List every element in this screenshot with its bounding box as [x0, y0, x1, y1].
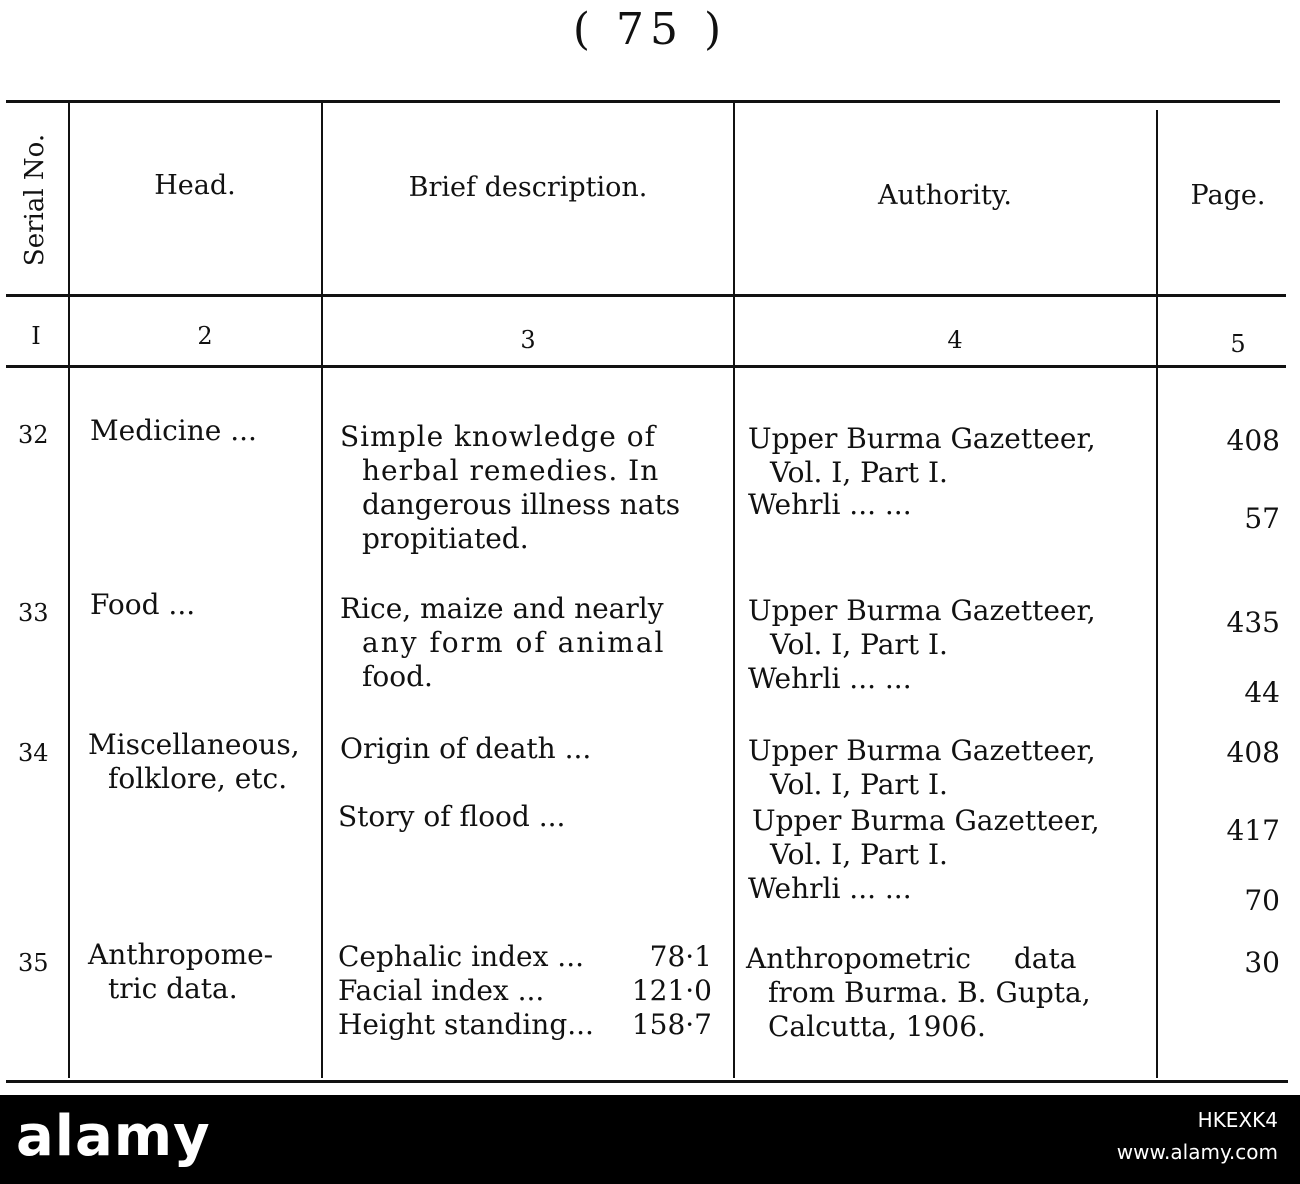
- table-row-page: 57: [1244, 502, 1280, 535]
- table-row-page: 70: [1244, 884, 1280, 917]
- column-number-rule: [6, 365, 1286, 368]
- column-divider-1: [68, 103, 70, 1078]
- table-row-description: herbal remedies. In: [362, 454, 660, 487]
- table-row-page: 408: [1226, 736, 1280, 769]
- site-url-label: www.alamy.com: [1116, 1140, 1278, 1164]
- table-row-authority: Wehrli ... ...: [748, 872, 912, 905]
- page-header: Page.: [1190, 180, 1266, 211]
- column-number-4: 4: [947, 326, 963, 354]
- page-number: ( 75 ): [572, 4, 728, 55]
- table-row-authority: Anthropometric data: [746, 942, 1077, 975]
- table-row-authority: Calcutta, 1906.: [768, 1010, 986, 1043]
- column-divider-3: [733, 103, 735, 1078]
- table-row-authority: Upper Burma Gazetteer,: [748, 422, 1096, 455]
- column-number-3: 3: [520, 326, 536, 354]
- table-row-authority: Wehrli ... ...: [748, 488, 912, 521]
- table-row-head: tric data.: [108, 972, 238, 1005]
- column-number-5: 5: [1230, 330, 1246, 358]
- column-number-2: 2: [197, 322, 213, 350]
- bottom-rule: [6, 1080, 1288, 1083]
- table-row-page: 44: [1244, 676, 1280, 709]
- table-row-authority: Vol. I, Part I.: [770, 768, 948, 801]
- table-row-authority: Vol. I, Part I.: [770, 628, 948, 661]
- table-row-authority: Upper Burma Gazetteer,: [748, 734, 1096, 767]
- table-row-description: Story of flood ...: [338, 800, 566, 833]
- header-rule: [6, 294, 1286, 297]
- table-row-description: Facial index ...: [338, 974, 545, 1007]
- table-row-description: food.: [362, 660, 433, 693]
- table-row-authority: Vol. I, Part I.: [770, 838, 948, 871]
- table-row-page: 30: [1244, 946, 1280, 979]
- description-header: Brief description.: [408, 172, 648, 203]
- table-row-value: 121·0: [631, 974, 712, 1007]
- table-row-head: Medicine ...: [90, 414, 257, 447]
- table-row-head: Anthropome-: [88, 938, 274, 971]
- table-row-serial: 35: [18, 949, 49, 977]
- table-row-description: any form of animal: [362, 626, 666, 659]
- table-row-authority: Upper Burma Gazetteer,: [752, 804, 1100, 837]
- head-header: Head.: [154, 170, 236, 201]
- table-row-description: Origin of death ...: [340, 732, 592, 765]
- table-row-authority: from Burma. B. Gupta,: [768, 976, 1091, 1009]
- alamy-logo: alamy: [16, 1104, 211, 1169]
- table-row-authority: Upper Burma Gazetteer,: [748, 594, 1096, 627]
- table-row-authority: Wehrli ... ...: [748, 662, 912, 695]
- table-row-head: Miscellaneous,: [88, 728, 300, 761]
- column-divider-4: [1156, 110, 1158, 1078]
- image-id-label: HKEXK4: [1197, 1108, 1278, 1132]
- authority-header: Authority.: [877, 180, 1013, 211]
- table-row-description: Height standing...: [338, 1008, 594, 1041]
- table-row-description: Cephalic index ...: [338, 940, 585, 973]
- table-row-head: folklore, etc.: [108, 762, 288, 795]
- table-row-authority: Vol. I, Part I.: [770, 456, 948, 489]
- table-row-serial: 34: [18, 739, 49, 767]
- table-row-value: 158·7: [631, 1008, 712, 1041]
- table-row-description: Rice, maize and nearly: [340, 592, 664, 625]
- top-rule: [6, 100, 1280, 103]
- serial-number-header: Serial No.: [20, 133, 50, 267]
- column-number-1: I: [31, 322, 41, 350]
- column-divider-2: [321, 103, 323, 1078]
- table-row-serial: 33: [18, 599, 49, 627]
- table-row-page: 417: [1226, 814, 1280, 847]
- table-row-page: 435: [1226, 606, 1280, 639]
- table-row-description: dangerous illness nats: [362, 488, 681, 521]
- table-row-value: 78·1: [649, 940, 712, 973]
- table-row-serial: 32: [18, 421, 49, 449]
- table-row-page: 408: [1226, 424, 1280, 457]
- table-row-description: propitiated.: [362, 522, 529, 555]
- table-row-head: Food ...: [90, 588, 196, 621]
- table-row-description: Simple knowledge of: [340, 420, 656, 453]
